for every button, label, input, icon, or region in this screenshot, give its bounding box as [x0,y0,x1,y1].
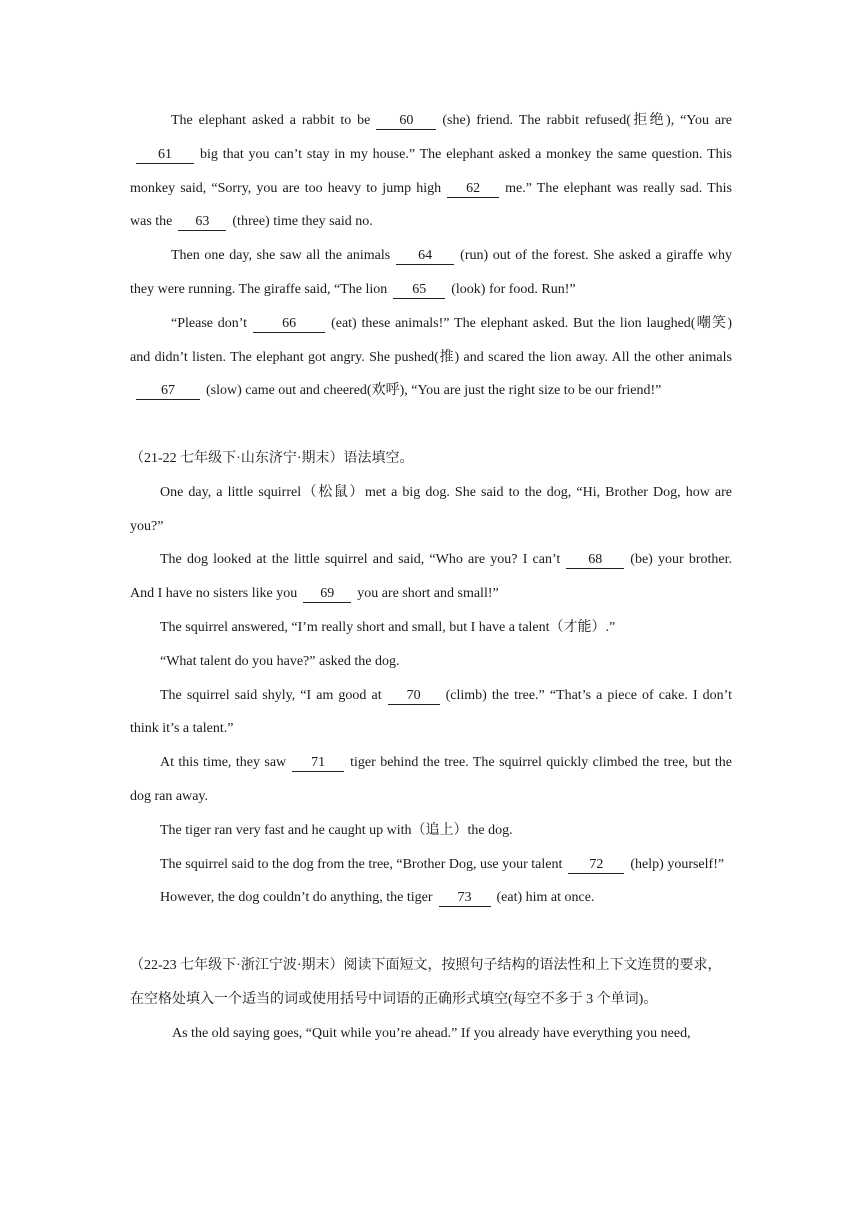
passage-paragraph: At this time, they saw 71 tiger behind the tree. The squirrel quickly climbed the tree, but the dog ran away. [130,755,732,804]
section-heading: （21-22 七年级下·山东济宁·期末）语法填空。 [130,450,414,466]
blank-69[interactable]: 69 [303,586,351,603]
blank-73[interactable]: 73 [439,890,491,907]
passage-paragraph: “What talent do you have?” asked the dog. [160,653,400,669]
section-heading: （22-23 七年级下·浙江宁波·期末）阅读下面短文，按照句子结构的语法性和上下文连贯的要求，在空格处填入一个适当的词或使用括号中词语的正确形式填空(每空不多于 3 个单词)。 [130,957,722,1007]
document-page [130,104,732,1050]
blank-65[interactable]: 65 [393,282,445,299]
passage-paragraph: “Please don’t 66 (eat) these animals!” The elephant asked. But the lion laughed(嘲笑) and didn’t listen. The elephant got angry. She pushed(推) and scared the lion away. All the other animals67 (slow) came out and cheered(欢呼), “You are just the right size to be our friend!” [130,315,733,399]
passage-paragraph: The elephant asked a rabbit to be 60 (she) friend. The rabbit refused(拒绝), “You are61 big that you can’t stay in my house.” The elephant asked a monkey the same question. This monkey said, “Sorry, you are too heavy to jump high 62 me.” The elephant was really sad. This was the 63 (three) time they said no. [130,113,732,230]
blank-67[interactable]: 67 [136,383,200,400]
passage-paragraph: The squirrel said shyly, “I am good at 70 (climb) the tree.” “That’s a piece of cake. I don’t think it’s a talent.” [130,687,732,737]
passage-paragraph: The squirrel answered, “I’m really short and small, but I have a talent（才能）.” [160,619,616,635]
blank-61[interactable]: 61 [136,147,194,164]
passage-paragraph: The squirrel said to the dog from the tree, “Brother Dog, use your talent 72 (help) yourself!” [160,856,725,872]
blank-71[interactable]: 71 [292,755,344,772]
blank-68[interactable]: 68 [566,552,624,569]
blank-66[interactable]: 66 [253,316,325,333]
passage-paragraph: As the old saying goes, “Quit while you’re ahead.” If you already have everything you need, [172,1025,691,1041]
blank-63[interactable]: 63 [178,214,226,231]
passage-paragraph: The dog looked at the little squirrel and said, “Who are you? I can’t 68 (be) your brother. And I have no sisters like you 69 you are short and small!” [130,552,733,602]
blank-64[interactable]: 64 [396,248,454,265]
passage-paragraph: Then one day, she saw all the animals 64 (run) out of the forest. She asked a giraffe why they were running. The giraffe said, “The lion 65 (look) for food. Run!” [130,248,732,297]
passage-paragraph: The tiger ran very fast and he caught up with（追上）the dog. [160,822,513,838]
passage-paragraph: However, the dog couldn’t do anything, the tiger 73 (eat) him at once. [160,890,595,906]
blank-62[interactable]: 62 [447,181,499,198]
blank-70[interactable]: 70 [388,688,440,705]
blank-72[interactable]: 72 [568,857,624,874]
blank-60[interactable]: 60 [376,113,436,130]
passage-paragraph: One day, a little squirrel（松鼠）met a big dog. She said to the dog, “Hi, Brother Dog, how are you?” [130,484,732,534]
